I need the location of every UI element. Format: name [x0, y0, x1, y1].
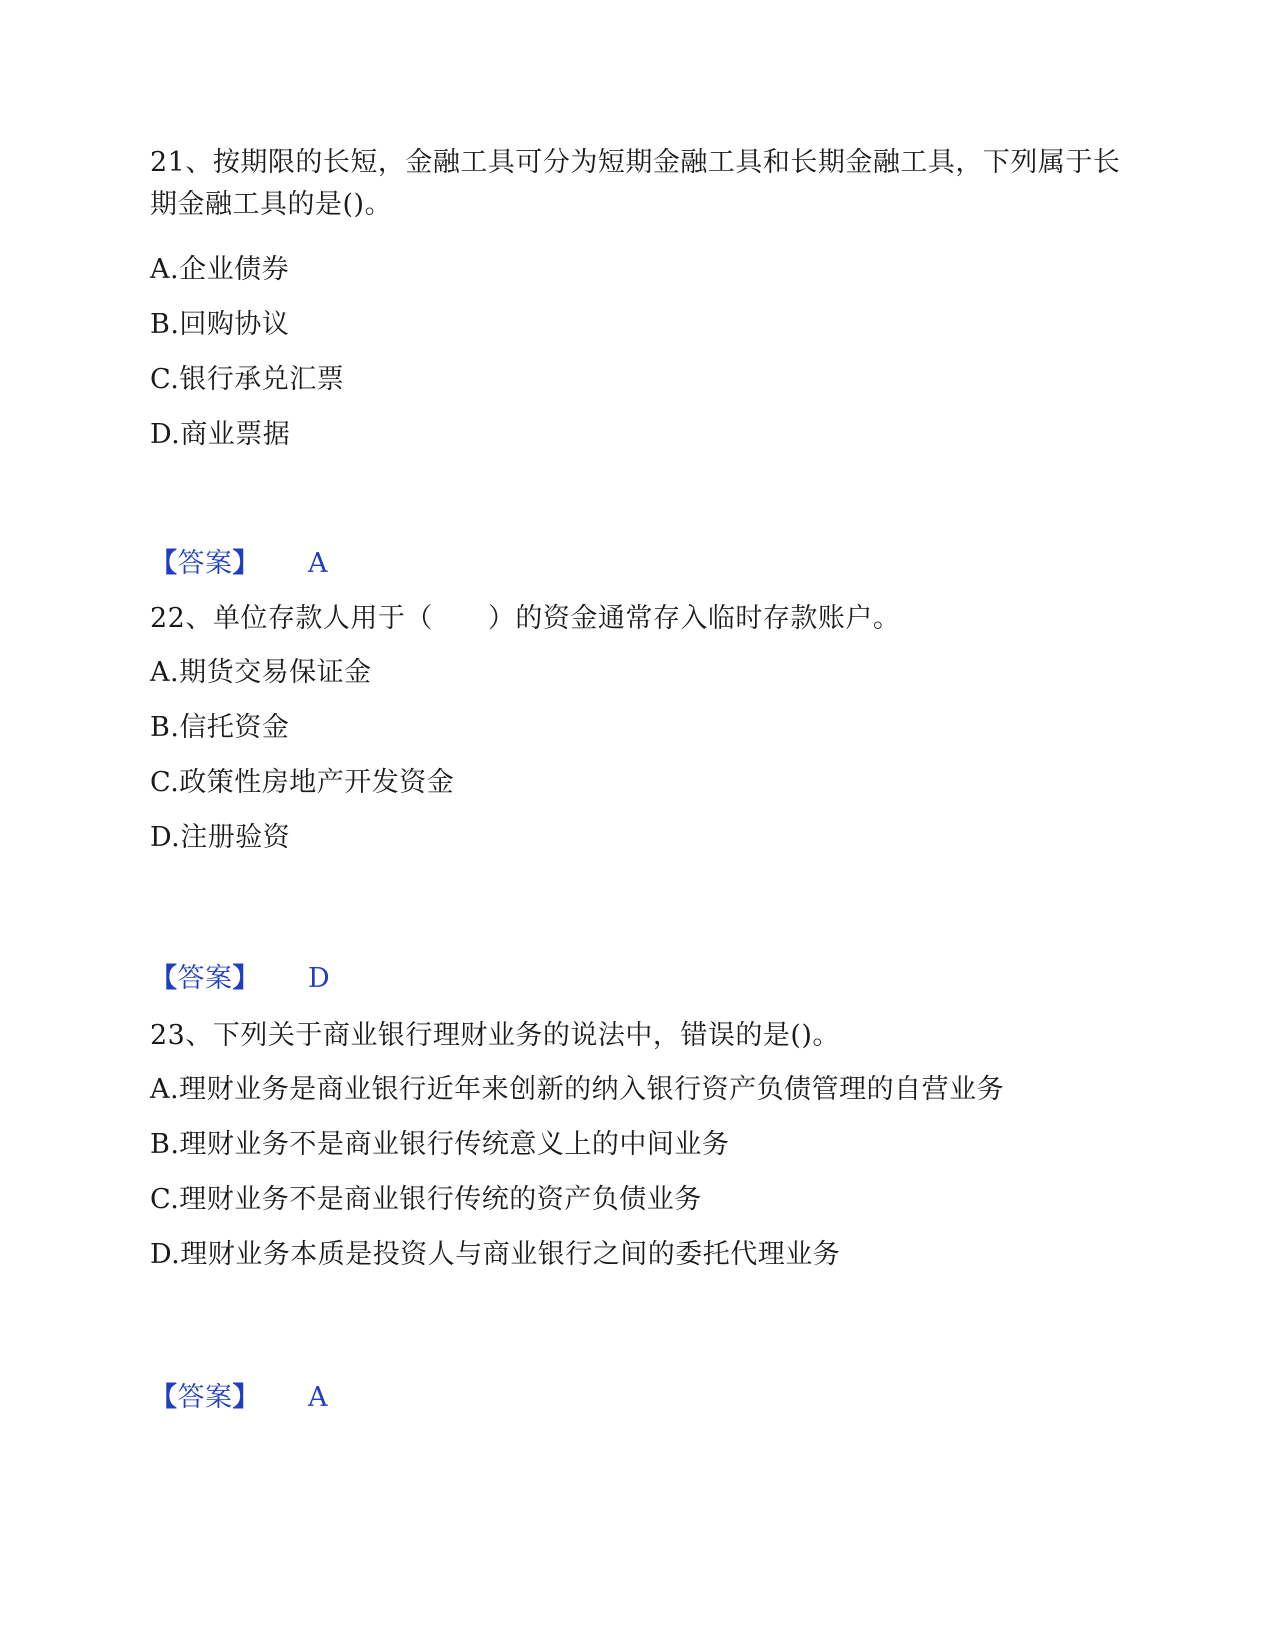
question-stem: 23、下列关于商业银行理财业务的说法中，错误的是()。: [150, 1020, 840, 1051]
option-a: A.理财业务是商业银行近年来创新的纳入银行资产负债管理的自营业务: [150, 1074, 1005, 1105]
option-d: D.注册验资: [150, 822, 291, 853]
option-a: A.期货交易保证金: [150, 657, 372, 688]
answer-bracket-right: 】: [232, 963, 260, 994]
answer-bracket-left: 【: [150, 548, 178, 579]
answer-bracket-right: 】: [232, 548, 260, 579]
answer-label: 答案: [177, 963, 233, 994]
question-22: [150, 598, 1130, 856]
answer-23: [150, 1380, 328, 1416]
option-d: D.理财业务本质是投资人与商业银行之间的委托代理业务: [150, 1239, 841, 1270]
option-a: A.企业债券: [150, 254, 290, 285]
answer-bracket-right: 】: [232, 1382, 260, 1413]
question-21: [150, 142, 1130, 453]
question-23: [150, 1015, 1130, 1273]
option-b: B.回购协议: [150, 309, 290, 340]
answer-value: A: [308, 548, 328, 579]
option-b: B.信托资金: [150, 712, 290, 743]
answer-value: A: [308, 1382, 328, 1413]
question-stem: 21、按期限的长短，金融工具可分为短期金融工具和长期金融工具，下列属于长期金融工具的是()。: [150, 147, 1121, 220]
option-b: B.理财业务不是商业银行传统意义上的中间业务: [150, 1129, 730, 1160]
answer-label: 答案: [177, 1382, 233, 1413]
option-c: C.政策性房地产开发资金: [150, 767, 455, 798]
option-c: C.理财业务不是商业银行传统的资产负债业务: [150, 1184, 702, 1215]
answer-label: 答案: [177, 548, 233, 579]
question-stem: 22、单位存款人用于（ ）的资金通常存入临时存款账户。: [150, 603, 901, 634]
answer-value: D: [308, 963, 331, 994]
answer-bracket-left: 【: [150, 963, 178, 994]
answer-22: [150, 961, 330, 997]
answer-bracket-left: 【: [150, 1382, 178, 1413]
option-c: C.银行承兑汇票: [150, 364, 345, 395]
option-d: D.商业票据: [150, 419, 291, 450]
answer-21: [150, 546, 328, 582]
